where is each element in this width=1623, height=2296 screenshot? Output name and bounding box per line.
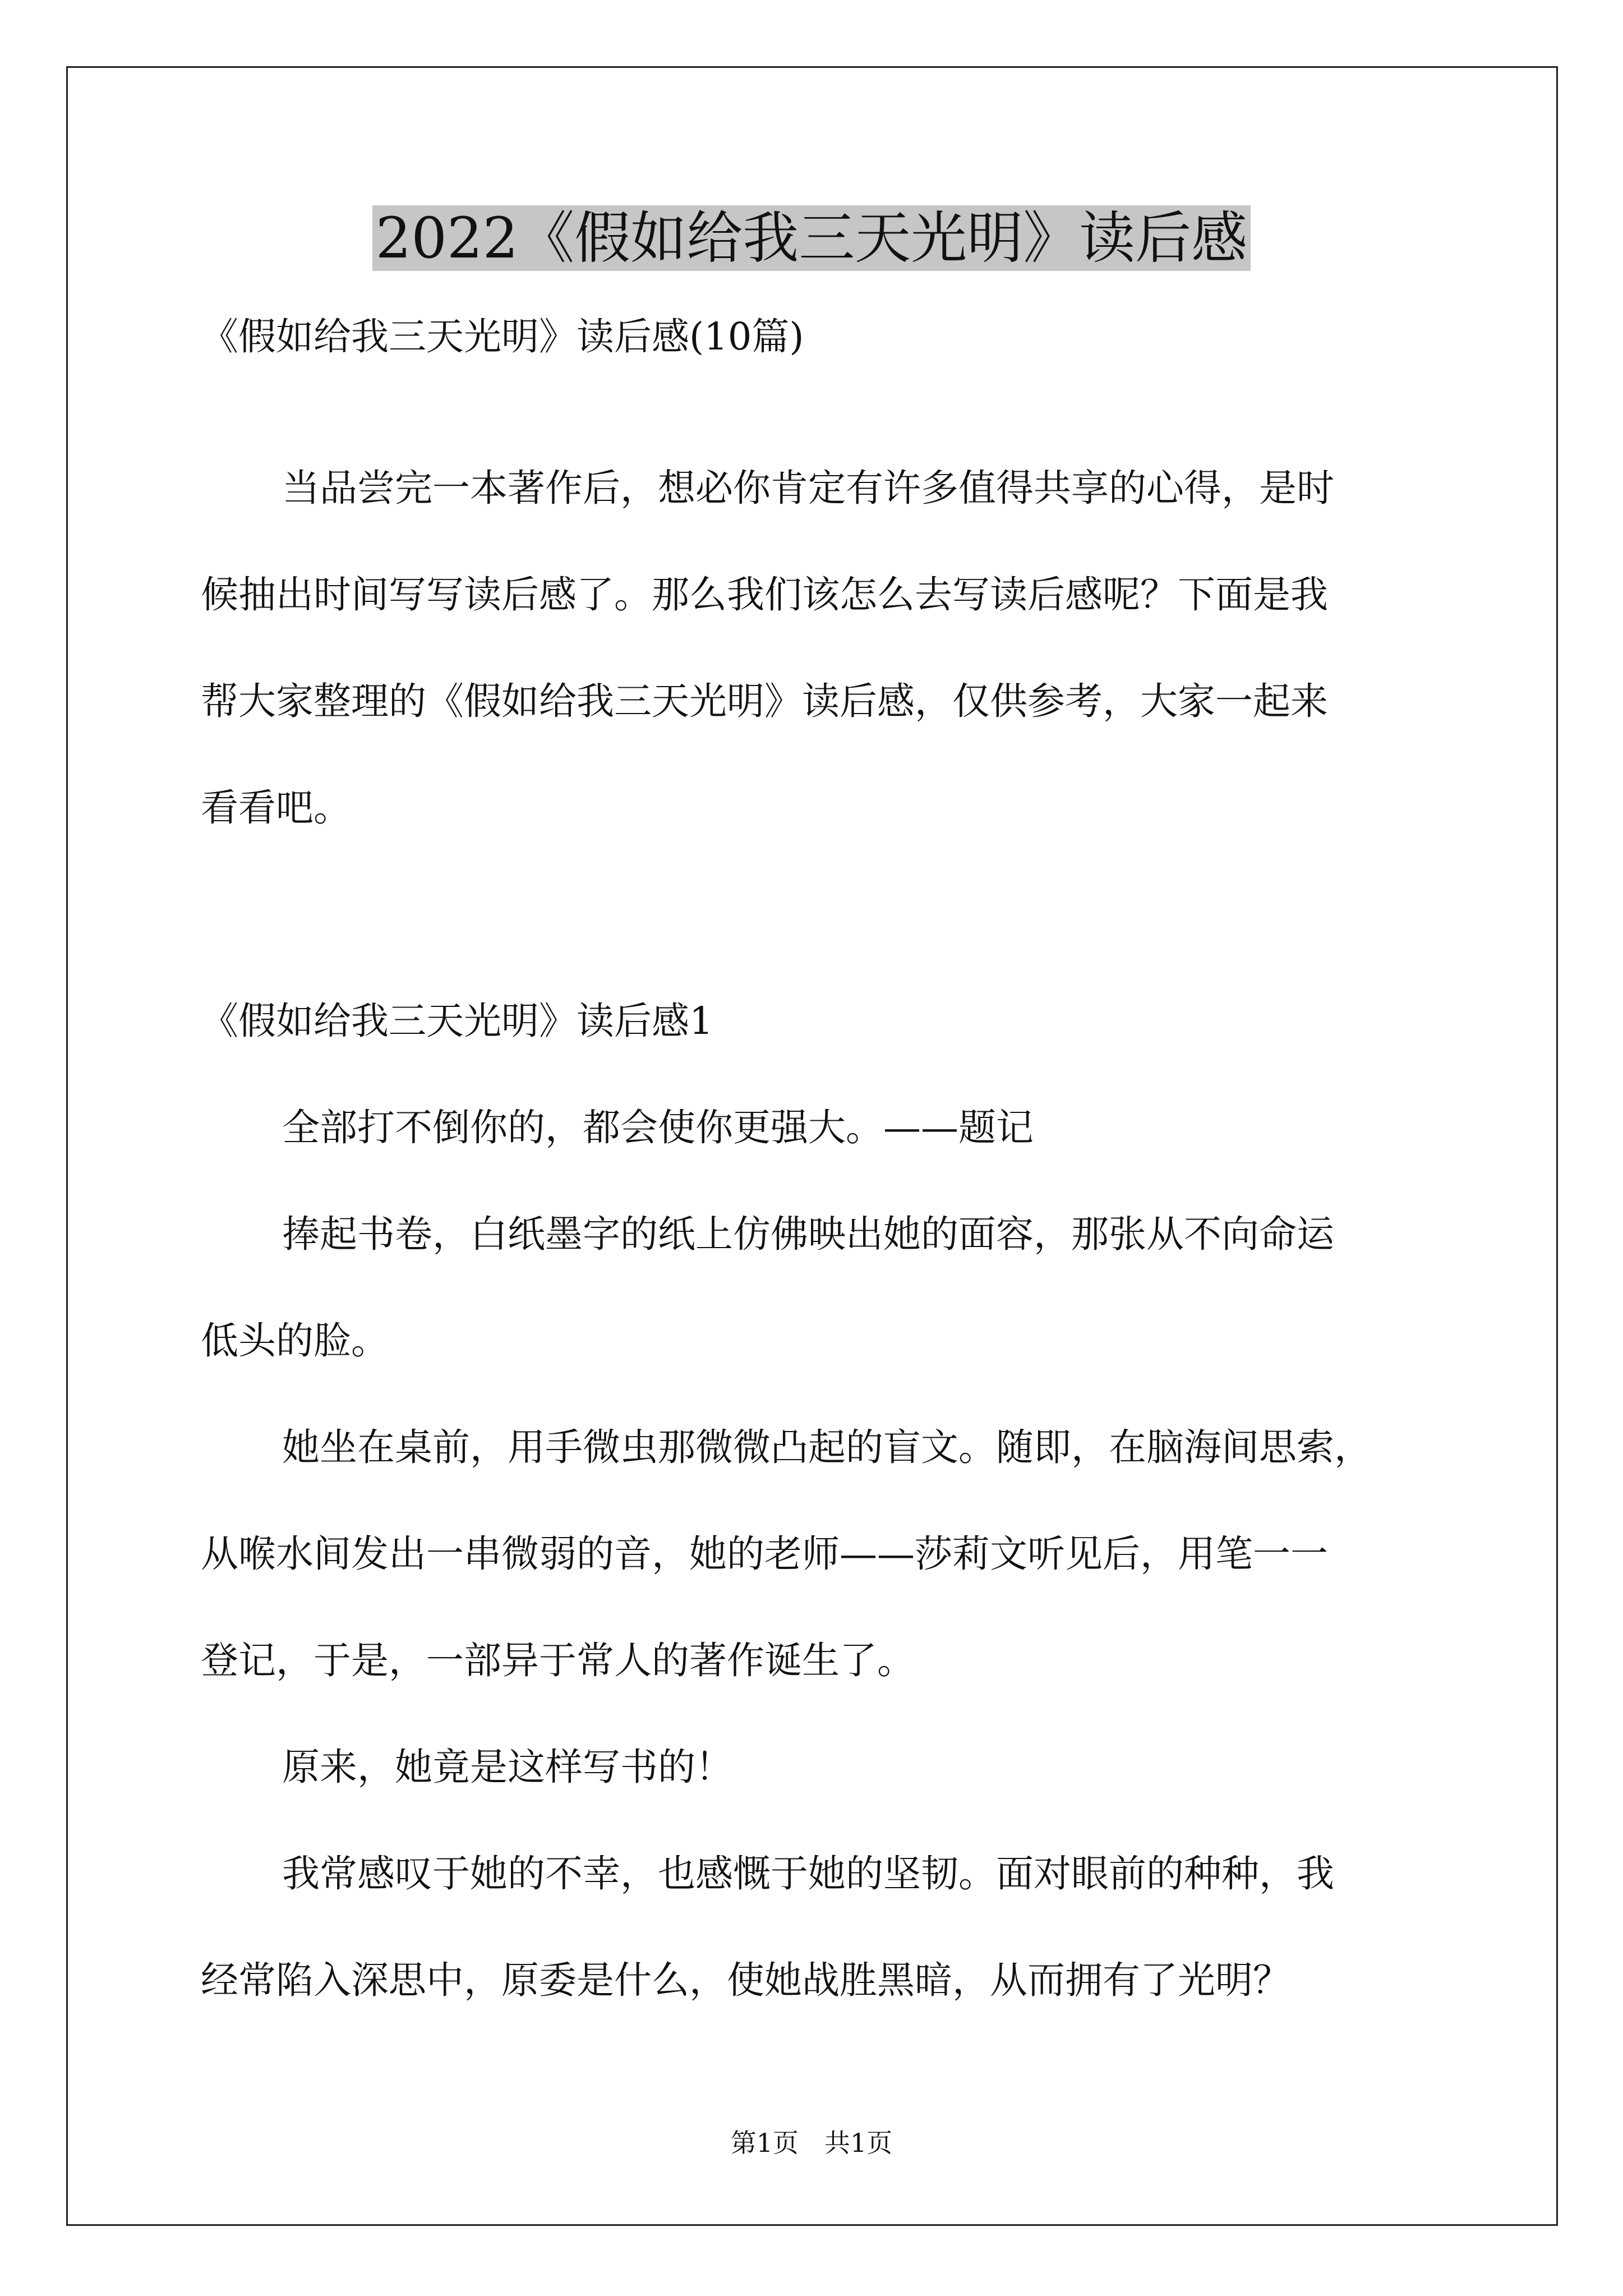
intro-line-2: 候抽出时间写写读后感了。那么我们该怎么去写读后感呢？下面是我 bbox=[201, 573, 1328, 616]
body-line-4: 从喉水间发出一串微弱的音，她的老师——莎莉文听见后，用笔一一 bbox=[201, 1532, 1328, 1576]
document-title: 2022《假如给我三天光明》读后感 bbox=[0, 202, 1623, 275]
intro-line-3: 帮大家整理的《假如给我三天光明》读后感，仅供参考，大家一起来 bbox=[201, 679, 1328, 723]
body-line-8: 经常陷入深思中，原委是什么，使她战胜黑暗，从而拥有了光明？ bbox=[201, 1958, 1290, 2002]
body-line-6: 原来，她竟是这样写书的！ bbox=[282, 1745, 733, 1789]
body-line-1: 捧起书卷，白纸墨字的纸上仿佛映出她的面容，那张从不向命运 bbox=[282, 1212, 1334, 1256]
body-line-2: 低头的脸。 bbox=[201, 1319, 389, 1363]
body-line-3: 她坐在桌前，用手微虫那微微凸起的盲文。随即，在脑海间思索， bbox=[282, 1425, 1372, 1469]
section-heading: 《假如给我三天光明》读后感1 bbox=[201, 999, 713, 1043]
intro-line-1: 当品尝完一本著作后，想必你肯定有许多值得共享的心得，是时 bbox=[282, 466, 1334, 510]
body-line-5: 登记，于是，一部异于常人的著作诞生了。 bbox=[201, 1639, 915, 1682]
page-footer: 第1页 共1页 bbox=[730, 2128, 893, 2158]
subtitle: 《假如给我三天光明》读后感(10篇) bbox=[201, 315, 804, 358]
intro-line-4: 看看吧。 bbox=[201, 786, 351, 830]
body-line-7: 我常感叹于她的不幸，也感慨于她的坚韧。面对眼前的种种，我 bbox=[282, 1852, 1334, 1895]
epigraph-line: 全部打不倒你的，都会使你更强大。——题记 bbox=[282, 1106, 1034, 1149]
